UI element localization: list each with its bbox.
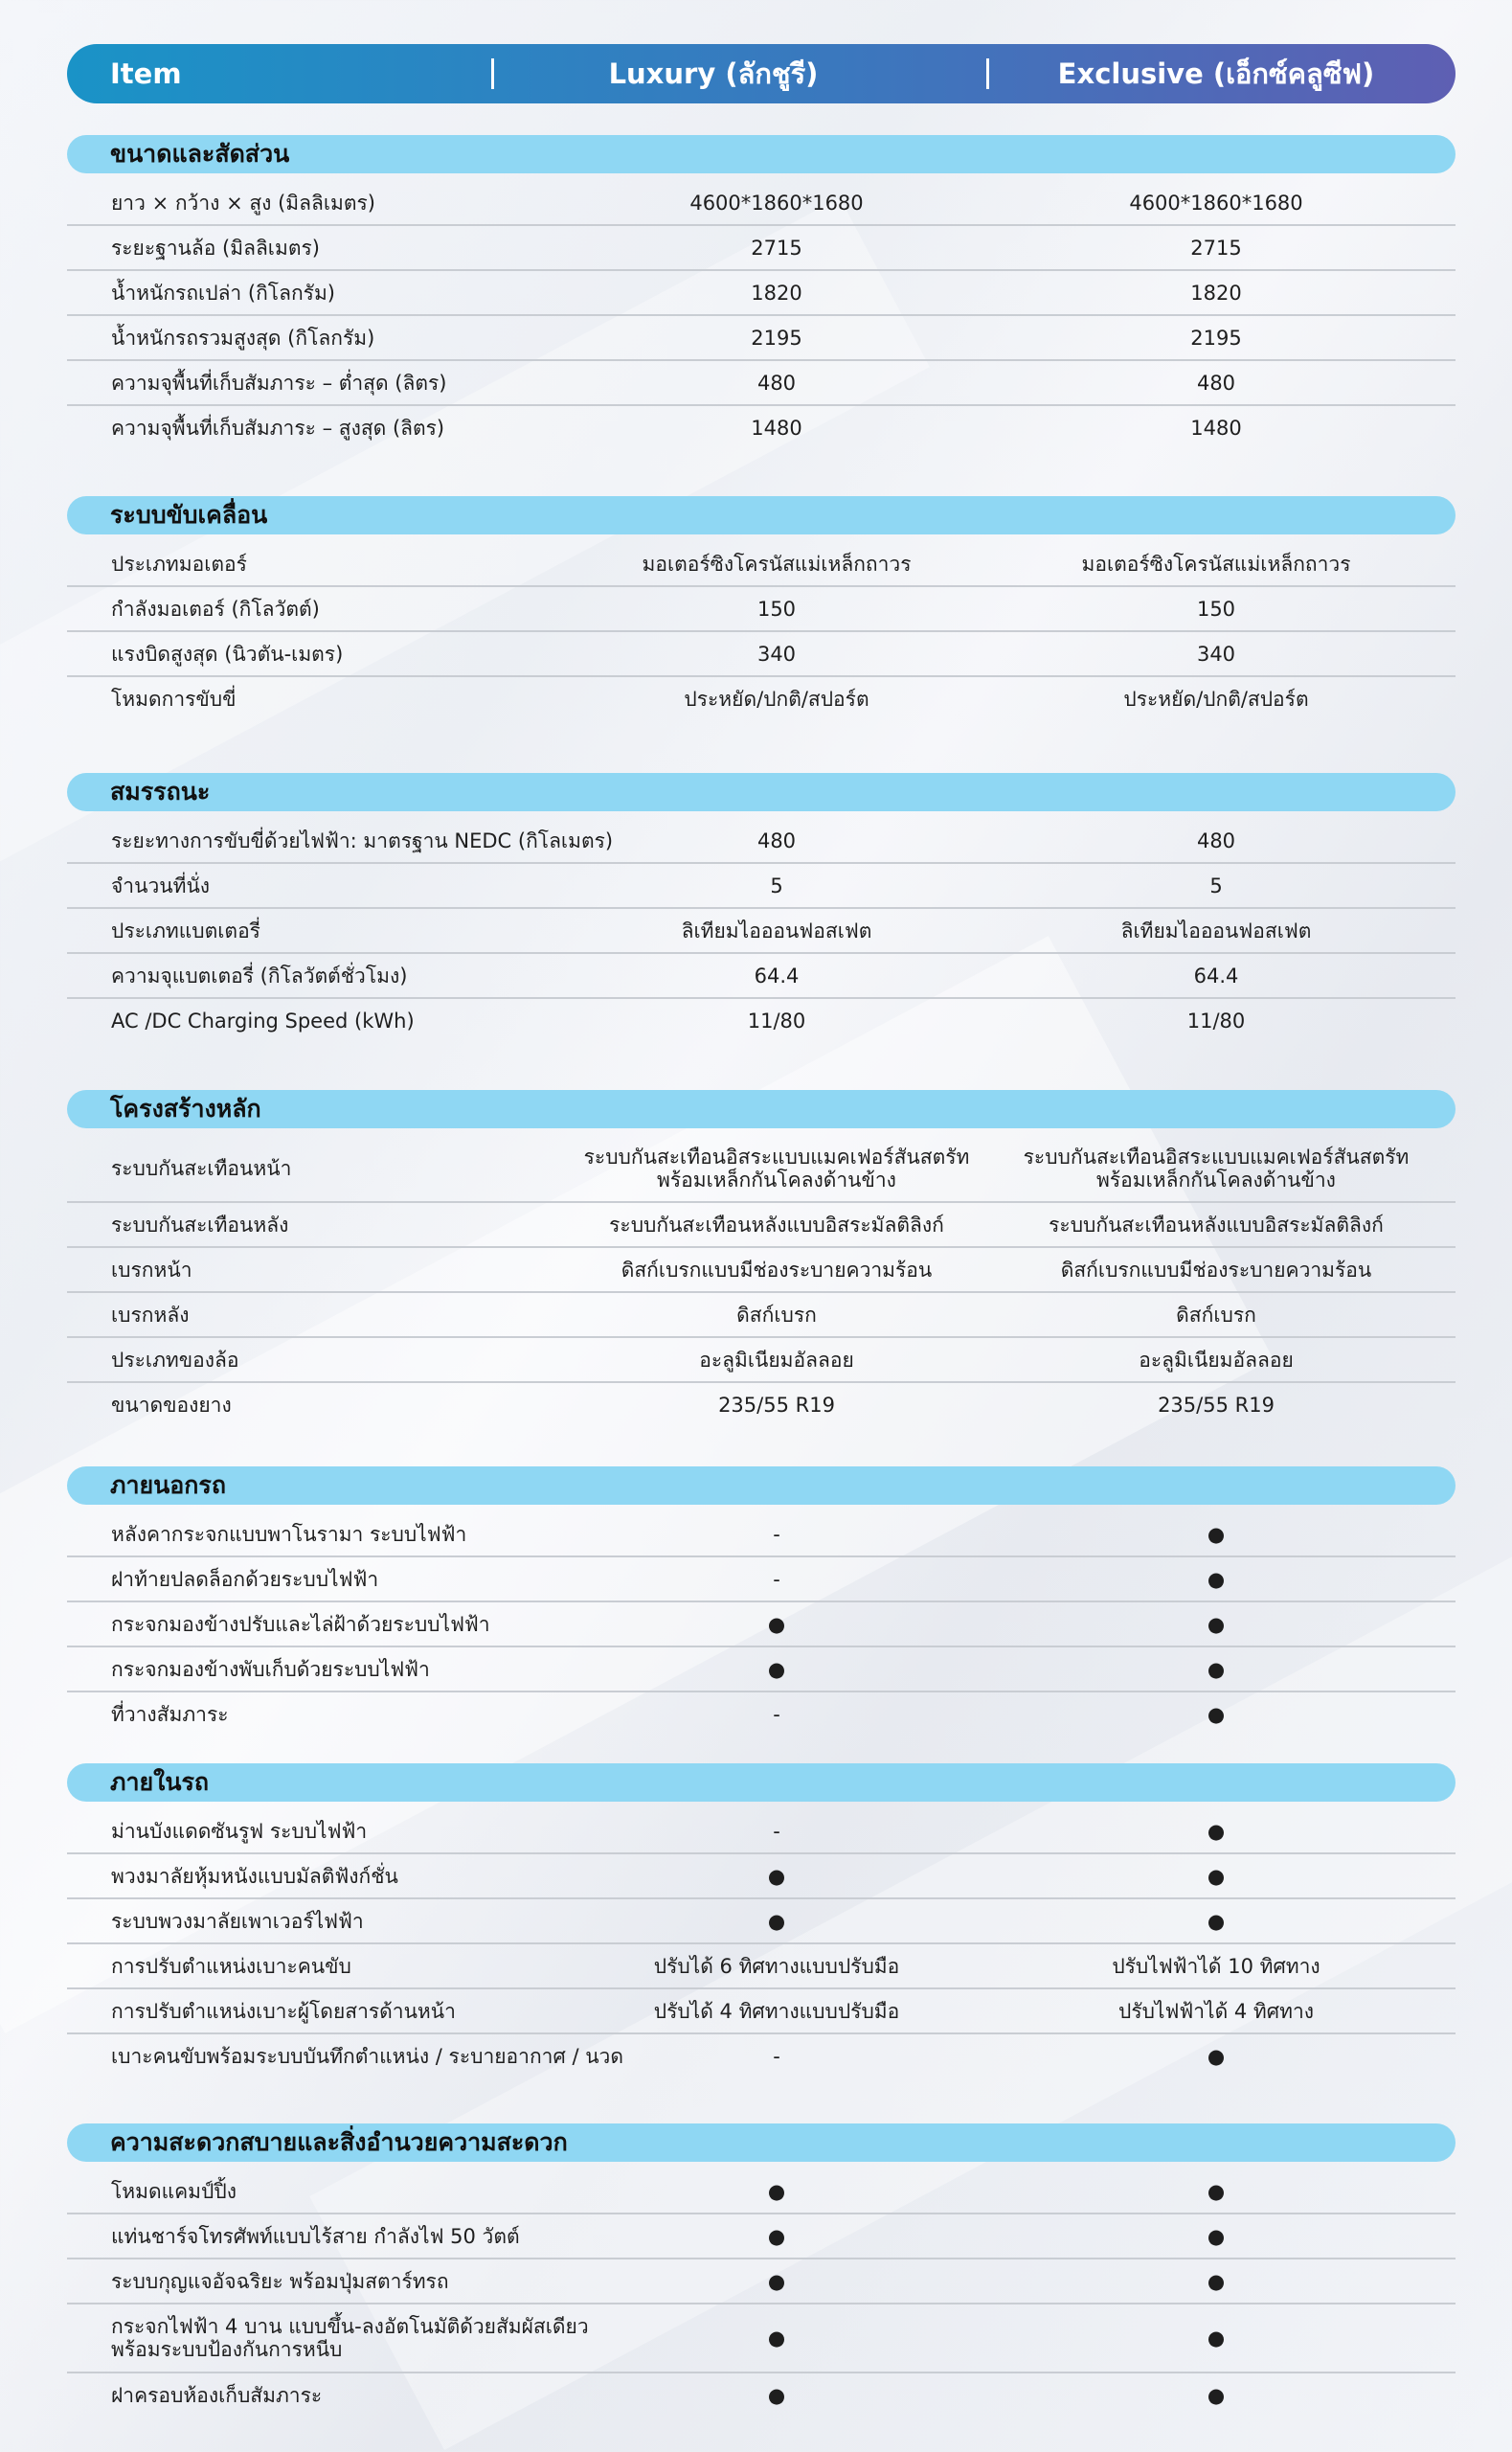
exclusive-value: ลิเทียมไอออนฟอสเฟต xyxy=(1120,919,1312,942)
spec-label: น้ำหนักรถเปล่า (กิโลกรัม) xyxy=(111,281,335,305)
spec-row xyxy=(67,587,1456,632)
spec-row xyxy=(67,2034,1456,2077)
luxury-value: 2195 xyxy=(751,326,802,350)
spec-label: ความจุพื้นที่เก็บสัมภาระ – สูงสุด (ลิตร) xyxy=(111,416,445,440)
spec-row xyxy=(67,2373,1456,2417)
spec-row xyxy=(67,1989,1456,2034)
spec-label: ม่านบังแดดซันรูฟ ระบบไฟฟ้า xyxy=(111,1819,368,1843)
spec-section xyxy=(67,773,1456,1042)
exclusive-value: ● xyxy=(1207,2044,1226,2068)
luxury-value: 2715 xyxy=(751,236,802,260)
spec-label: ความจุพื้นที่เก็บสัมภาระ – ต่ำสุด (ลิตร) xyxy=(111,371,447,395)
spec-row xyxy=(67,1203,1456,1248)
exclusive-value: 5 xyxy=(1209,874,1223,897)
exclusive-value: ● xyxy=(1207,2179,1226,2203)
spec-section xyxy=(67,1466,1456,1736)
spec-label: พวงมาลัยหุ้มหนังแบบมัลติฟังก์ชั่น xyxy=(111,1864,398,1888)
table-header xyxy=(67,44,1456,103)
spec-section xyxy=(67,135,1456,449)
section-title: ความสะดวกสบายและสิ่งอำนวยความสะดวก xyxy=(67,2123,1456,2162)
exclusive-value: 1820 xyxy=(1190,281,1242,305)
spec-label: เบรกหลัง xyxy=(111,1303,190,1327)
luxury-value: - xyxy=(773,1702,780,1726)
spec-row xyxy=(67,2304,1456,2373)
spec-row xyxy=(67,1512,1456,1557)
luxury-value: ● xyxy=(767,1909,786,1933)
luxury-value: มอเตอร์ซิงโครนัสแม่เหล็กถาวร xyxy=(642,552,912,576)
spec-label: เบาะคนขับพร้อมระบบบันทึกตำแหน่ง / ระบายอากาศ / นวด xyxy=(111,2044,623,2068)
spec-section xyxy=(67,2123,1456,2417)
spec-label: การปรับตำแหน่งเบาะผู้โดยสารด้านหน้า xyxy=(111,1999,456,2023)
luxury-value: - xyxy=(773,1819,780,1843)
exclusive-value: 480 xyxy=(1196,829,1236,852)
spec-row xyxy=(67,2214,1456,2259)
spec-row xyxy=(67,1383,1456,1426)
spec-row xyxy=(67,1293,1456,1338)
spec-label: ระบบกันสะเทือนหลัง xyxy=(111,1213,289,1237)
luxury-value: 11/80 xyxy=(747,1009,806,1033)
exclusive-value: ● xyxy=(1207,1567,1226,1591)
spec-label: โหมดแคมป์ปิ้ง xyxy=(111,2179,237,2203)
spec-row xyxy=(67,1647,1456,1692)
exclusive-value: ดิสก์เบรก xyxy=(1176,1303,1256,1327)
luxury-value: ● xyxy=(767,2269,786,2293)
section-title: ระบบขับเคลื่อน xyxy=(67,496,1456,534)
spec-label: กำลังมอเตอร์ (กิโลวัตต์) xyxy=(111,597,320,621)
spec-label: ระยะฐานล้อ (มิลลิเมตร) xyxy=(111,236,320,260)
section-title: ภายนอกรถ xyxy=(67,1466,1456,1505)
spec-section xyxy=(67,496,1456,720)
exclusive-value: ● xyxy=(1207,2269,1226,2293)
luxury-value: 480 xyxy=(756,829,797,852)
luxury-value: 340 xyxy=(756,642,797,666)
spec-label: ระยะทางการขับขี่ด้วยไฟฟ้า: มาตรฐาน NEDC (กิโลเมตร) xyxy=(111,829,614,852)
spec-section xyxy=(67,1763,1456,2077)
spec-row xyxy=(67,1338,1456,1383)
spec-label: AC /DC Charging Speed (kWh) xyxy=(111,1009,415,1033)
spec-row xyxy=(67,1809,1456,1854)
spec-label: เบรกหน้า xyxy=(111,1258,192,1282)
spec-label: ฝาครอบห้องเก็บสัมภาระ xyxy=(111,2383,323,2407)
luxury-value: ● xyxy=(767,1612,786,1636)
spec-row xyxy=(67,316,1456,361)
spec-label: ระบบกุญแจอัจฉริยะ พร้อมปุ่มสตาร์ทรถ xyxy=(111,2269,449,2293)
spec-label: โหมดการขับขี่ xyxy=(111,687,237,711)
exclusive-value: ดิสก์เบรกแบบมีช่องระบายความร้อน xyxy=(1060,1258,1372,1282)
spec-row xyxy=(67,271,1456,316)
exclusive-value: ● xyxy=(1207,2383,1226,2407)
spec-label: จำนวนที่นั่ง xyxy=(111,874,211,897)
spec-row xyxy=(67,954,1456,999)
luxury-value: ● xyxy=(767,2383,786,2407)
spec-row xyxy=(67,1899,1456,1944)
spec-row xyxy=(67,226,1456,271)
exclusive-value: ระบบกันสะเทือนอิสระแบบแมคเฟอร์สันสตรัท พร้อมเหล็กกันโคลงด้านข้าง xyxy=(1023,1146,1410,1192)
exclusive-value: ● xyxy=(1207,2327,1226,2350)
spec-row xyxy=(67,819,1456,864)
luxury-value: 64.4 xyxy=(754,964,800,988)
exclusive-value: ● xyxy=(1207,1702,1226,1726)
luxury-value: ● xyxy=(767,2224,786,2248)
spec-row xyxy=(67,2259,1456,2304)
header-item: Item xyxy=(110,57,182,90)
spec-label: ยาว × กว้าง × สูง (มิลลิเมตร) xyxy=(111,191,375,215)
spec-row xyxy=(67,542,1456,587)
exclusive-value: 235/55 R19 xyxy=(1158,1393,1275,1417)
exclusive-value: 11/80 xyxy=(1186,1009,1246,1033)
luxury-value: อะลูมิเนียมอัลลอย xyxy=(699,1348,854,1372)
section-title: โครงสร้างหลัก xyxy=(67,1090,1456,1128)
luxury-value: 235/55 R19 xyxy=(718,1393,835,1417)
spec-label: ประเภทแบตเตอรี่ xyxy=(111,919,260,942)
luxury-value: - xyxy=(773,2044,780,2068)
luxury-value: ● xyxy=(767,1657,786,1681)
spec-label: แรงบิดสูงสุด (นิวตัน-เมตร) xyxy=(111,642,344,666)
spec-label: ประเภทของล้อ xyxy=(111,1348,239,1372)
spec-label: น้ำหนักรถรวมสูงสุด (กิโลกรัม) xyxy=(111,326,375,350)
luxury-value: - xyxy=(773,1567,780,1591)
exclusive-value: ปรับไฟฟ้าได้ 4 ทิศทาง xyxy=(1117,1999,1314,2023)
spec-label: การปรับตำแหน่งเบาะคนขับ xyxy=(111,1954,351,1978)
spec-row xyxy=(67,677,1456,720)
spec-row xyxy=(67,864,1456,909)
exclusive-value: ● xyxy=(1207,1612,1226,1636)
exclusive-value: ● xyxy=(1207,1819,1226,1843)
spec-label: ระบบพวงมาลัยเพาเวอร์ไฟฟ้า xyxy=(111,1909,364,1933)
spec-label: ที่วางสัมภาระ xyxy=(111,1702,229,1726)
luxury-value: 1480 xyxy=(751,416,802,440)
spec-row xyxy=(67,361,1456,406)
exclusive-value: ประหยัด/ปกติ/สปอร์ต xyxy=(1123,687,1309,711)
spec-row xyxy=(67,1136,1456,1203)
exclusive-value: ● xyxy=(1207,1522,1226,1546)
exclusive-value: 340 xyxy=(1196,642,1236,666)
spec-row xyxy=(67,2169,1456,2214)
spec-row xyxy=(67,181,1456,226)
exclusive-value: ● xyxy=(1207,2224,1226,2248)
luxury-value: ● xyxy=(767,2179,786,2203)
luxury-value: ระบบกันสะเทือนอิสระแบบแมคเฟอร์สันสตรัท พร้อมเหล็กกันโคลงด้านข้าง xyxy=(583,1146,970,1192)
section-title: สมรรถนะ xyxy=(67,773,1456,811)
luxury-value: 4600*1860*1680 xyxy=(689,191,864,215)
spec-row xyxy=(67,1854,1456,1899)
spec-row xyxy=(67,1602,1456,1647)
section-title: ขนาดและสัดส่วน xyxy=(67,135,1456,173)
spec-row xyxy=(67,1944,1456,1989)
luxury-value: ระบบกันสะเทือนหลังแบบอิสระมัลติลิงก์ xyxy=(609,1213,944,1237)
exclusive-value: อะลูมิเนียมอัลลอย xyxy=(1139,1348,1294,1372)
luxury-value: 150 xyxy=(756,597,797,621)
spec-label: กระจกมองข้างพับเก็บด้วยระบบไฟฟ้า xyxy=(111,1657,430,1681)
luxury-value: ลิเทียมไอออนฟอสเฟต xyxy=(681,919,872,942)
spec-row xyxy=(67,406,1456,449)
spec-label: กระจกไฟฟ้า 4 บาน แบบขึ้น-ลงอัตโนมัติด้วยสัมผัสเดียว พร้อมระบบป้องกันการหนีบ xyxy=(111,2315,589,2361)
luxury-value: 1820 xyxy=(751,281,802,305)
luxury-value: ● xyxy=(767,1864,786,1888)
exclusive-value: ปรับไฟฟ้าได้ 10 ทิศทาง xyxy=(1112,1954,1320,1978)
luxury-value: 5 xyxy=(770,874,783,897)
exclusive-value: 64.4 xyxy=(1193,964,1239,988)
exclusive-value: 150 xyxy=(1196,597,1236,621)
exclusive-value: มอเตอร์ซิงโครนัสแม่เหล็กถาวร xyxy=(1081,552,1351,576)
spec-label: หลังคากระจกแบบพาโนรามา ระบบไฟฟ้า xyxy=(111,1522,467,1546)
luxury-value: 480 xyxy=(756,371,797,395)
exclusive-value: 1480 xyxy=(1190,416,1242,440)
spec-row xyxy=(67,909,1456,954)
spec-row xyxy=(67,999,1456,1042)
header-luxury: Luxury (ลักชูรี) xyxy=(608,57,819,90)
exclusive-value: 2195 xyxy=(1190,326,1242,350)
header-exclusive: Exclusive (เอ็กซ์คลูซีฟ) xyxy=(1057,57,1375,90)
luxury-value: ดิสก์เบรก xyxy=(736,1303,817,1327)
spec-section xyxy=(67,1090,1456,1426)
luxury-value: - xyxy=(773,1522,780,1546)
spec-label: ความจุแบตเตอรี่ (กิโลวัตต์ชั่วโมง) xyxy=(111,964,408,988)
exclusive-value: 2715 xyxy=(1190,236,1242,260)
spec-label: ขนาดของยาง xyxy=(111,1393,232,1417)
exclusive-value: 4600*1860*1680 xyxy=(1129,191,1303,215)
luxury-value: ปรับได้ 6 ทิศทางแบบปรับมือ xyxy=(653,1954,900,1978)
spec-row xyxy=(67,632,1456,677)
exclusive-value: ● xyxy=(1207,1657,1226,1681)
exclusive-value: 480 xyxy=(1196,371,1236,395)
exclusive-value: ● xyxy=(1207,1864,1226,1888)
spec-row xyxy=(67,1692,1456,1736)
spec-label: ประเภทมอเตอร์ xyxy=(111,552,247,576)
spec-label: แท่นชาร์จโทรศัพท์แบบไร้สาย กำลังไฟ 50 วัตต์ xyxy=(111,2224,520,2248)
exclusive-value: ● xyxy=(1207,1909,1226,1933)
luxury-value: ดิสก์เบรกแบบมีช่องระบายความร้อน xyxy=(621,1258,933,1282)
luxury-value: ประหยัด/ปกติ/สปอร์ต xyxy=(684,687,869,711)
spec-row xyxy=(67,1248,1456,1293)
luxury-value: ● xyxy=(767,2327,786,2350)
spec-label: กระจกมองข้างปรับและไล่ฝ้าด้วยระบบไฟฟ้า xyxy=(111,1612,490,1636)
spec-label: ระบบกันสะเทือนหน้า xyxy=(111,1157,292,1180)
spec-row xyxy=(67,1557,1456,1602)
exclusive-value: ระบบกันสะเทือนหลังแบบอิสระมัลติลิงก์ xyxy=(1049,1213,1384,1237)
luxury-value: ปรับได้ 4 ทิศทางแบบปรับมือ xyxy=(653,1999,900,2023)
section-title: ภายในรถ xyxy=(67,1763,1456,1802)
spec-label: ฝาท้ายปลดล็อกด้วยระบบไฟฟ้า xyxy=(111,1567,379,1591)
